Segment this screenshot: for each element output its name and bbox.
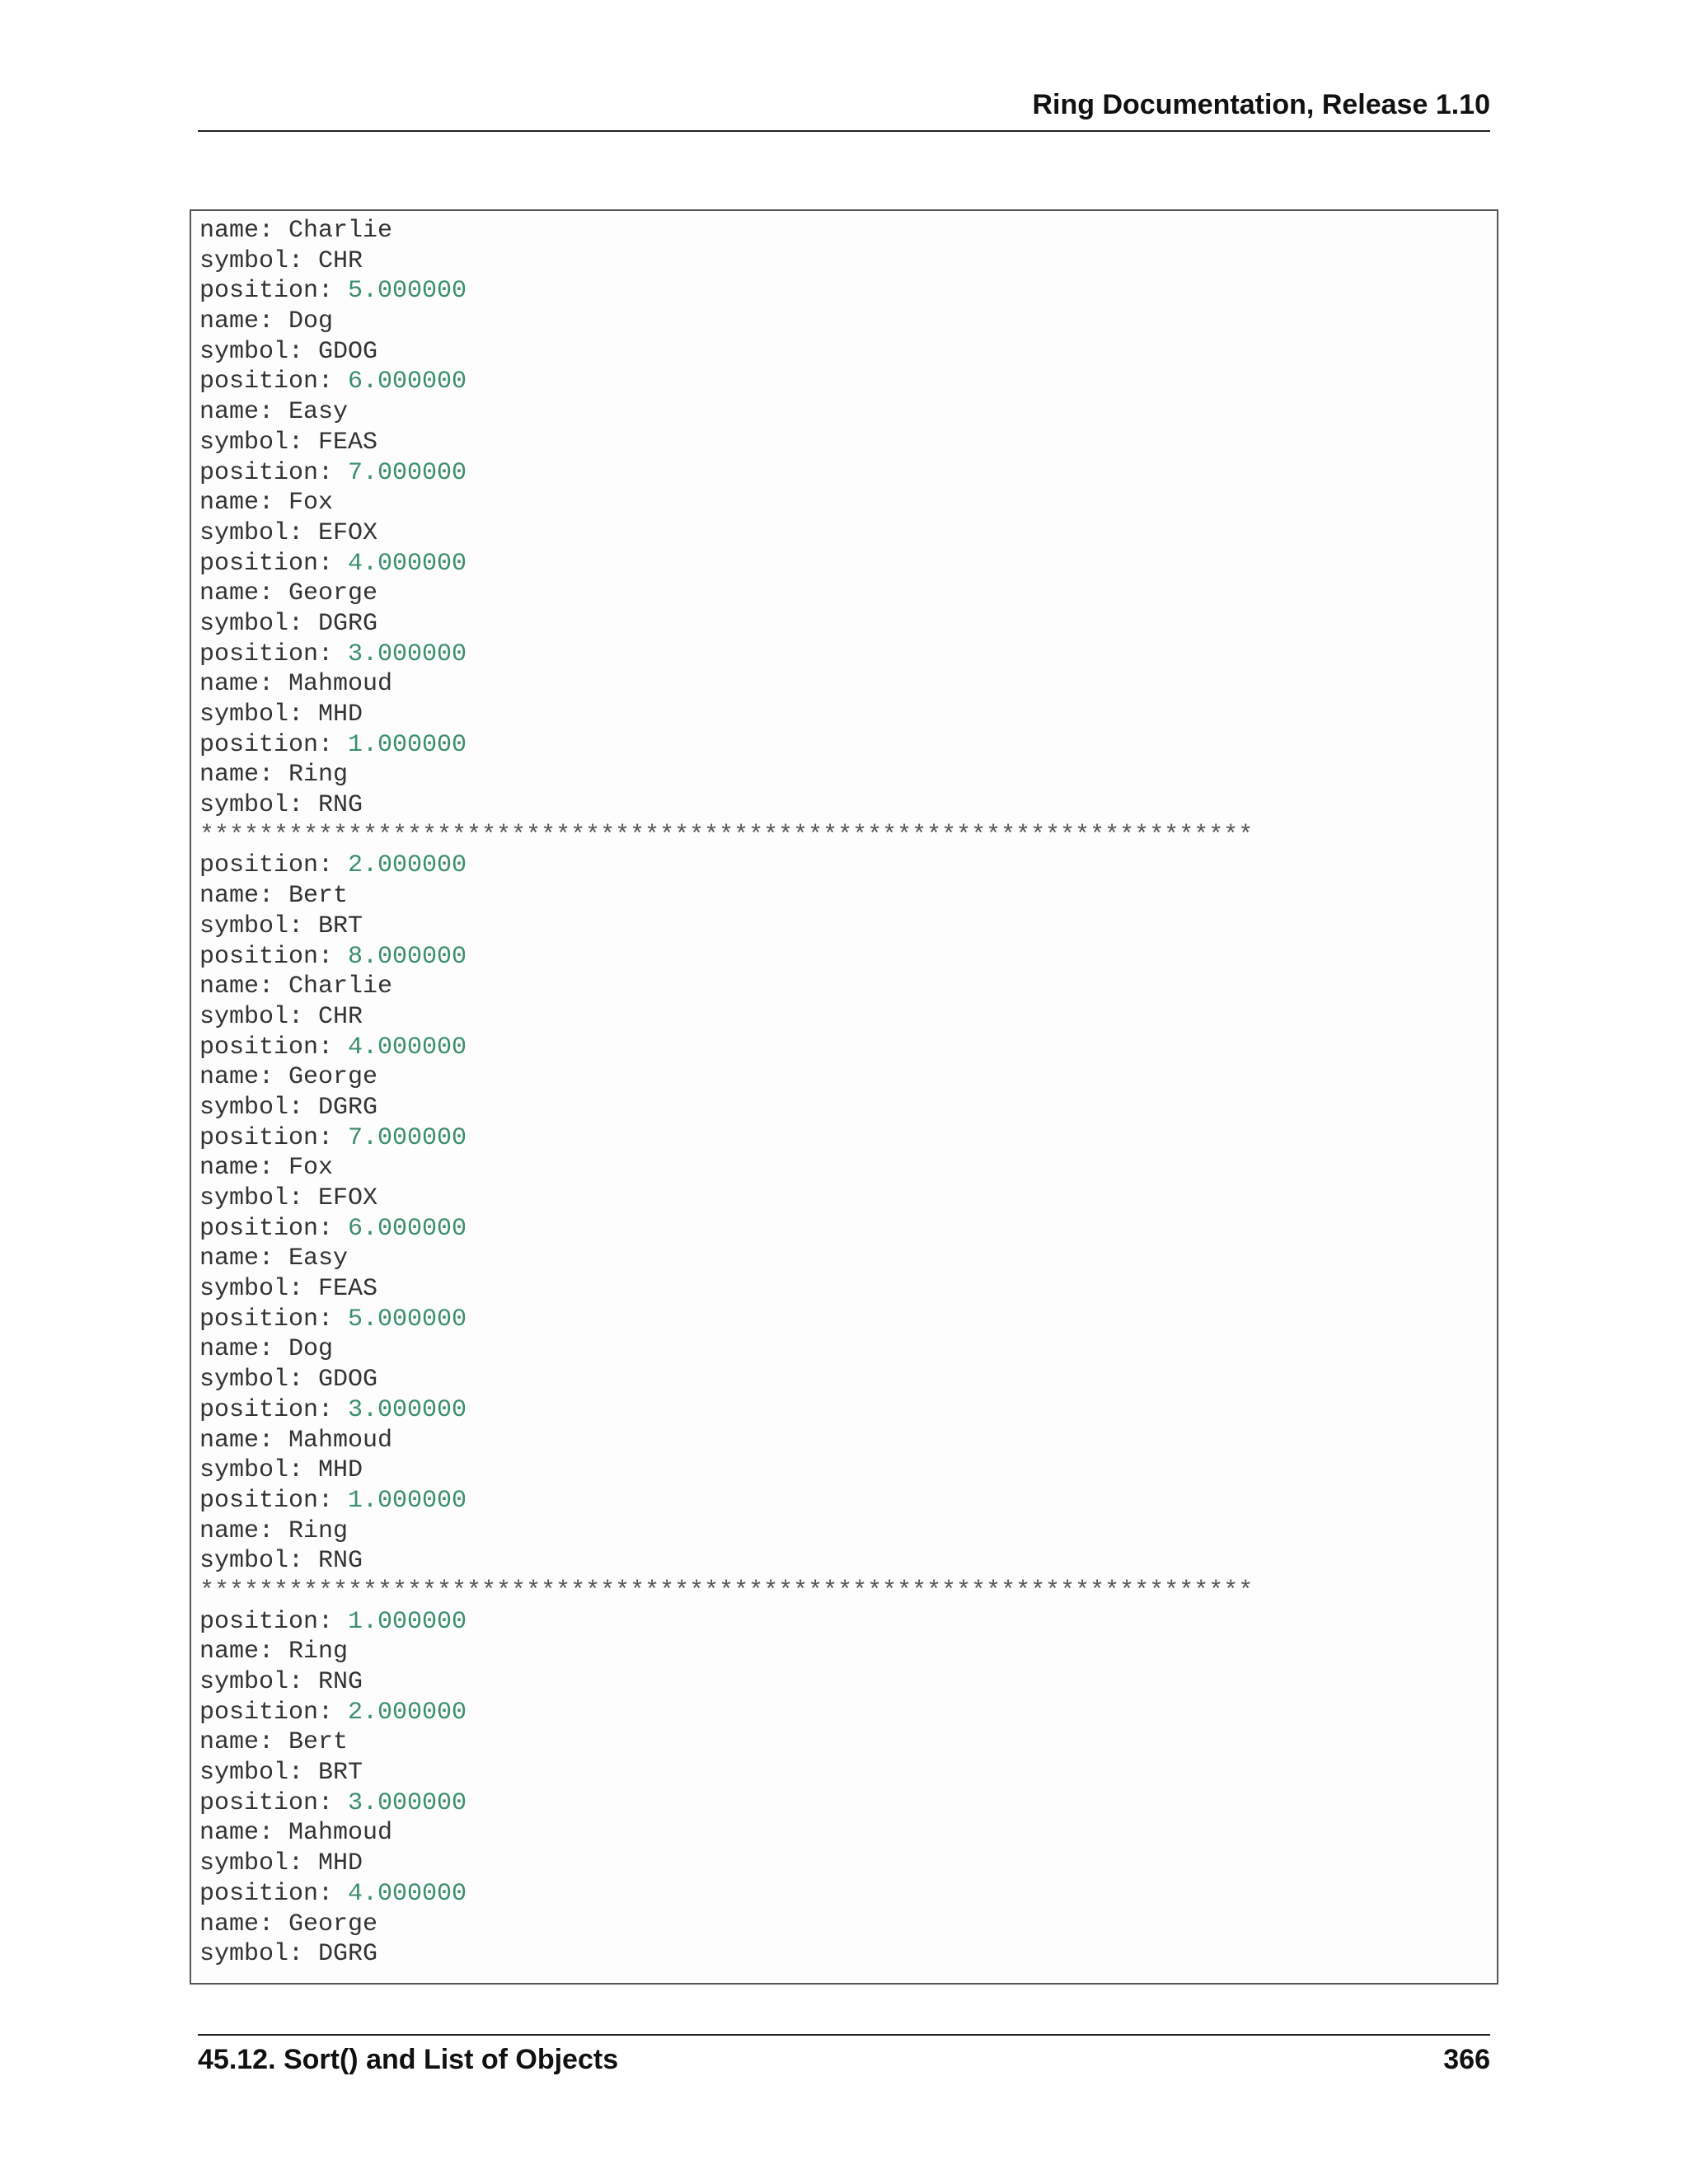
code-line bbox=[199, 640, 1497, 670]
code-line bbox=[199, 912, 1497, 942]
code-line bbox=[199, 1486, 1497, 1516]
code-value: Ring bbox=[288, 761, 349, 790]
code-key: name: bbox=[199, 1426, 289, 1455]
code-key: symbol: bbox=[199, 1668, 319, 1696]
code-value: MHD bbox=[318, 1456, 363, 1485]
code-line bbox=[199, 1426, 1497, 1456]
code-value: FEAS bbox=[318, 1275, 378, 1304]
code-key: symbol: bbox=[199, 1366, 319, 1394]
code-value: Fox bbox=[288, 1154, 334, 1183]
code-value: Dog bbox=[288, 1335, 334, 1364]
code-value: DGRG bbox=[318, 609, 378, 638]
code-value: Mahmoud bbox=[288, 1819, 393, 1848]
code-key: name: bbox=[199, 882, 289, 911]
code-number: 7.000000 bbox=[348, 458, 467, 487]
code-key: name: bbox=[199, 398, 289, 427]
code-value: Easy bbox=[288, 1244, 349, 1273]
code-line bbox=[199, 1758, 1497, 1788]
code-line bbox=[199, 1849, 1497, 1879]
code-value: BRT bbox=[318, 912, 363, 940]
header-title: Ring Documentation, Release 1.10 bbox=[1032, 89, 1490, 120]
code-key: name: bbox=[199, 1728, 289, 1757]
code-key: symbol: bbox=[199, 1759, 319, 1788]
code-line bbox=[199, 1818, 1497, 1849]
code-number: 3.000000 bbox=[348, 640, 467, 668]
code-key: position: bbox=[199, 1607, 349, 1636]
code-line bbox=[199, 549, 1497, 579]
code-value: BRT bbox=[318, 1759, 363, 1788]
code-line bbox=[199, 730, 1497, 761]
code-line bbox=[199, 851, 1497, 881]
code-line bbox=[199, 1214, 1497, 1244]
code-line bbox=[199, 518, 1497, 549]
code-number: 4.000000 bbox=[348, 1033, 467, 1062]
code-key: position: bbox=[199, 640, 349, 668]
code-line bbox=[199, 1577, 1497, 1607]
code-number: 3.000000 bbox=[348, 1788, 467, 1817]
code-number: 5.000000 bbox=[348, 1305, 467, 1333]
code-line bbox=[199, 1093, 1497, 1123]
code-key: symbol: bbox=[199, 1002, 319, 1031]
code-value: GDOG bbox=[318, 1366, 378, 1394]
code-value: CHR bbox=[318, 1002, 363, 1031]
code-key: name: bbox=[199, 1819, 289, 1848]
code-line bbox=[199, 1033, 1497, 1063]
code-line bbox=[199, 1183, 1497, 1214]
code-number: 7.000000 bbox=[348, 1123, 467, 1152]
code-value: George bbox=[288, 579, 378, 608]
code-value: DGRG bbox=[318, 1940, 378, 1969]
code-key: position: bbox=[199, 942, 349, 971]
code-line bbox=[199, 942, 1497, 972]
code-key: position: bbox=[199, 458, 349, 487]
code-line bbox=[199, 1334, 1497, 1365]
code-value: Ring bbox=[288, 1516, 349, 1545]
code-value: MHD bbox=[318, 701, 363, 729]
code-line bbox=[199, 367, 1497, 397]
code-key: position: bbox=[199, 1395, 349, 1424]
code-number: 5.000000 bbox=[348, 277, 467, 306]
code-line bbox=[199, 1153, 1497, 1183]
code-key: symbol: bbox=[199, 1093, 319, 1122]
code-line bbox=[199, 216, 1497, 246]
code-key: name: bbox=[199, 761, 289, 790]
code-output-block bbox=[190, 209, 1498, 1985]
code-line bbox=[199, 700, 1497, 730]
code-key: position: bbox=[199, 1123, 349, 1152]
code-value: GDOG bbox=[318, 337, 378, 366]
code-value: MHD bbox=[318, 1849, 363, 1878]
code-key: symbol: bbox=[199, 912, 319, 940]
code-value: Charlie bbox=[288, 972, 393, 1001]
code-number: 1.000000 bbox=[348, 1486, 467, 1515]
code-line bbox=[199, 307, 1497, 337]
code-line bbox=[199, 1546, 1497, 1577]
code-key: name: bbox=[199, 1335, 289, 1364]
code-number: 4.000000 bbox=[348, 549, 467, 578]
code-number: 2.000000 bbox=[348, 851, 467, 880]
code-value: Ring bbox=[288, 1638, 349, 1666]
code-line bbox=[199, 1667, 1497, 1698]
code-key: name: bbox=[199, 972, 289, 1001]
code-key: position: bbox=[199, 1305, 349, 1333]
code-key: symbol: bbox=[199, 518, 319, 547]
code-key: symbol: bbox=[199, 1456, 319, 1485]
code-value: George bbox=[288, 1063, 378, 1092]
code-line bbox=[199, 972, 1497, 1002]
code-line bbox=[199, 1698, 1497, 1728]
code-line bbox=[199, 1395, 1497, 1426]
code-key: symbol: bbox=[199, 791, 319, 820]
code-key: symbol: bbox=[199, 1184, 319, 1212]
code-key: position: bbox=[199, 1698, 349, 1727]
code-line bbox=[199, 1607, 1497, 1638]
code-value: Bert bbox=[288, 882, 349, 911]
code-line bbox=[199, 821, 1497, 851]
code-line bbox=[199, 397, 1497, 428]
code-key: position: bbox=[199, 368, 349, 396]
code-value: Dog bbox=[288, 307, 334, 336]
footer-section-title: 45.12. Sort() and List of Objects bbox=[198, 2044, 619, 2075]
code-value: RNG bbox=[318, 1547, 363, 1576]
code-value: RNG bbox=[318, 791, 363, 820]
code-number: 8.000000 bbox=[348, 942, 467, 971]
code-line bbox=[199, 337, 1497, 368]
code-key: position: bbox=[199, 1879, 349, 1908]
code-number: 6.000000 bbox=[348, 1214, 467, 1243]
code-line bbox=[199, 458, 1497, 489]
code-line bbox=[199, 760, 1497, 790]
code-value: FEAS bbox=[318, 428, 378, 457]
code-value: Bert bbox=[288, 1728, 349, 1757]
code-value: Charlie bbox=[288, 217, 393, 245]
code-key: name: bbox=[199, 1063, 289, 1092]
code-key: name: bbox=[199, 489, 289, 518]
page-footer bbox=[198, 2034, 1490, 2085]
code-line bbox=[199, 1455, 1497, 1486]
code-number: 4.000000 bbox=[348, 1879, 467, 1908]
code-value: EFOX bbox=[318, 518, 378, 547]
code-line bbox=[199, 1002, 1497, 1033]
code-value: Mahmoud bbox=[288, 670, 393, 699]
code-key: symbol: bbox=[199, 1849, 319, 1878]
code-line bbox=[199, 1365, 1497, 1395]
code-line bbox=[199, 1727, 1497, 1758]
page-number: 366 bbox=[1443, 2044, 1490, 2075]
code-key: position: bbox=[199, 1486, 349, 1515]
code-key: position: bbox=[199, 277, 349, 306]
code-key: name: bbox=[199, 1516, 289, 1545]
code-line bbox=[199, 1879, 1497, 1910]
page-header bbox=[198, 89, 1490, 132]
code-line bbox=[199, 1123, 1497, 1154]
code-key: position: bbox=[199, 549, 349, 578]
code-key: symbol: bbox=[199, 1547, 319, 1576]
code-line bbox=[199, 1305, 1497, 1335]
code-line bbox=[199, 881, 1497, 912]
code-key: position: bbox=[199, 1788, 349, 1817]
code-line bbox=[199, 579, 1497, 609]
code-key: name: bbox=[199, 217, 289, 245]
code-line bbox=[199, 1516, 1497, 1547]
code-key: name: bbox=[199, 670, 289, 699]
code-line bbox=[199, 488, 1497, 518]
code-number: 6.000000 bbox=[348, 368, 467, 396]
code-key: position: bbox=[199, 730, 349, 759]
code-value: EFOX bbox=[318, 1184, 378, 1212]
code-number: 3.000000 bbox=[348, 1395, 467, 1424]
code-line bbox=[199, 609, 1497, 640]
code-number: 1.000000 bbox=[348, 730, 467, 759]
code-line bbox=[199, 428, 1497, 458]
code-line bbox=[199, 790, 1497, 821]
code-key: symbol: bbox=[199, 428, 319, 457]
code-key: symbol: bbox=[199, 337, 319, 366]
code-key: symbol: bbox=[199, 701, 319, 729]
code-value: Fox bbox=[288, 489, 334, 518]
code-value: George bbox=[288, 1910, 378, 1938]
code-line bbox=[199, 1788, 1497, 1819]
code-key: symbol: bbox=[199, 609, 319, 638]
code-line bbox=[199, 669, 1497, 700]
code-value: Easy bbox=[288, 398, 349, 427]
code-key: name: bbox=[199, 1154, 289, 1183]
code-line bbox=[199, 246, 1497, 277]
code-number: 1.000000 bbox=[348, 1607, 467, 1636]
separator-stars: *********************************************************************** bbox=[199, 821, 1254, 850]
code-line bbox=[199, 1244, 1497, 1274]
code-value: CHR bbox=[318, 246, 363, 275]
code-key: position: bbox=[199, 1033, 349, 1062]
code-key: name: bbox=[199, 1910, 289, 1938]
code-line bbox=[199, 1939, 1497, 1970]
code-key: position: bbox=[199, 1214, 349, 1243]
code-line bbox=[199, 1274, 1497, 1305]
code-key: symbol: bbox=[199, 1940, 319, 1969]
code-value: Mahmoud bbox=[288, 1426, 393, 1455]
code-key: name: bbox=[199, 1638, 289, 1666]
code-key: name: bbox=[199, 307, 289, 336]
separator-stars: *********************************************************************** bbox=[199, 1577, 1254, 1605]
code-value: RNG bbox=[318, 1668, 363, 1696]
code-value: DGRG bbox=[318, 1093, 378, 1122]
code-number: 2.000000 bbox=[348, 1698, 467, 1727]
code-key: symbol: bbox=[199, 246, 319, 275]
code-key: name: bbox=[199, 579, 289, 608]
code-line bbox=[199, 1637, 1497, 1667]
code-line bbox=[199, 1062, 1497, 1093]
code-line bbox=[199, 276, 1497, 307]
code-key: position: bbox=[199, 851, 349, 880]
code-key: name: bbox=[199, 1244, 289, 1273]
code-key: symbol: bbox=[199, 1275, 319, 1304]
code-line bbox=[199, 1910, 1497, 1940]
